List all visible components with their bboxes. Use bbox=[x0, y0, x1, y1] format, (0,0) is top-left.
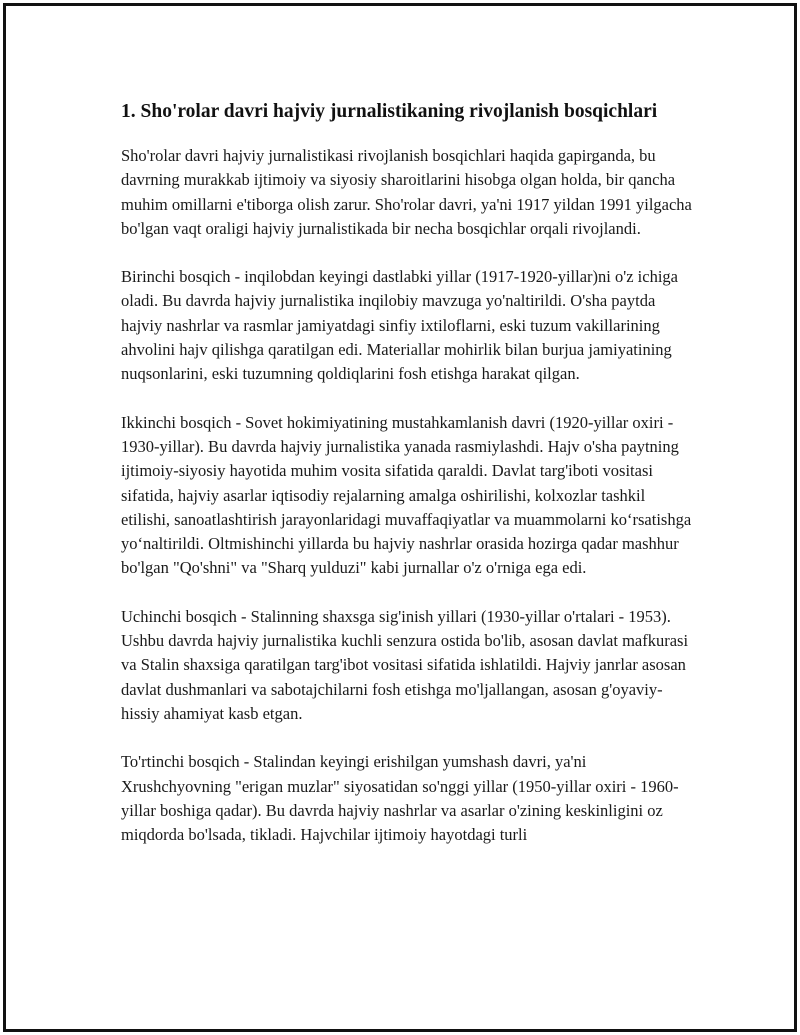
paragraph-third-stage: Uchinchi bosqich - Stalinning shaxsga sig'inish yillari (1930-yillar o'rtalari - 1953). Ushbu davrda hajviy jurnalistika kuchli senzura ostida bo'lib, asosan davlat mafkurasi va Stalin shaxsiga qaratilgan targ'ibot vositasi sifatida ishlatildi. Hajviy janrlar asosan davlat dushmanlari va sabotajchilarni fosh etishga mo'ljallangan, asosan g'oyaviy-hissiy ahamiyat kasb etgan. bbox=[121, 606, 689, 723]
paragraph-fourth-stage: To'rtinchi bosqich - Stalindan keyingi erishilgan yumshash davri, ya'ni Xrushchyovning "erigan muzlar" siyosatidan so'nggi yillar (1950-yillar oxiri - 1960-yillar boshiga qadar). Bu davrda hajviy nashrlar va asarlar o'zining keskinligini oz miqdorda bo'lsada, tikladi. Hajvchilar ijtimoiy hayotdagi turli bbox=[121, 752, 679, 845]
document-page bbox=[3, 3, 797, 1032]
section-heading: 1. Sho'rolar davri hajviy jurnalistikaning rivojlanish bosqichlari bbox=[121, 101, 658, 122]
paragraph-second-stage: Ikkinchi bosqich - Sovet hokimiyatining mustahkamlanish davri (1920-yillar oxiri - 1930-yillar). Bu davrda hajviy jurnalistika yanada rasmiylashdi. Hajv o'sha paytning ijtimoiy-siyosiy hayotida muhim vosita sifatida qaraldi. Davlat targ'iboti vositasi sifatida, hajviy asarlar iqtisodiy rejalarning amalga oshirilishi, kolxozlar tashkil etilishi, sanoatlashtirish jarayonlaridagi muvaffaqiyatlar va muammolarni ko‘rsatishga yo‘naltirildi. Oltmishinchi yillarda bu hajviy nashrlar orasida hozirga qadar mashhur bo'lgan "Qo'shni" va "Sharq yulduzi" kabi jurnallar o'z o'rniga ega edi. bbox=[121, 412, 692, 578]
paragraph-intro: Sho'rolar davri hajviy jurnalistikasi rivojlanish bosqichlari haqida gapirganda, bu davrning murakkab ijtimoiy va siyosiy sharoitlarini hisobga olgan holda, bir qancha muhim omillarni e'tiborga olish zarur. Sho'rolar davri, ya'ni 1917 yildan 1991 yilgacha bo'lgan vaqt oraligi hajviy jurnalistikada bir necha bosqichlar orqali rivojlandi. bbox=[121, 146, 692, 238]
paragraph-first-stage: Birinchi bosqich - inqilobdan keyingi dastlabki yillar (1917-1920-yillar)ni o'z ichiga oladi. Bu davrda hajviy jurnalistika inqilobiy mavzuga yo'naltirildi. O'sha paytda hajviy nashrlar va rasmlar jamiyatdagi sinfiy ixtiloflarni, eski tuzum vakillarining ahvolini hajv qilishga qaratilgan edi. Materiallar mohirlik bilan burjua jamiyatining nuqsonlarini, eski tuzumning qoldiqlarini fosh etishga harakat qilgan. bbox=[121, 267, 678, 384]
document-content bbox=[121, 98, 696, 871]
